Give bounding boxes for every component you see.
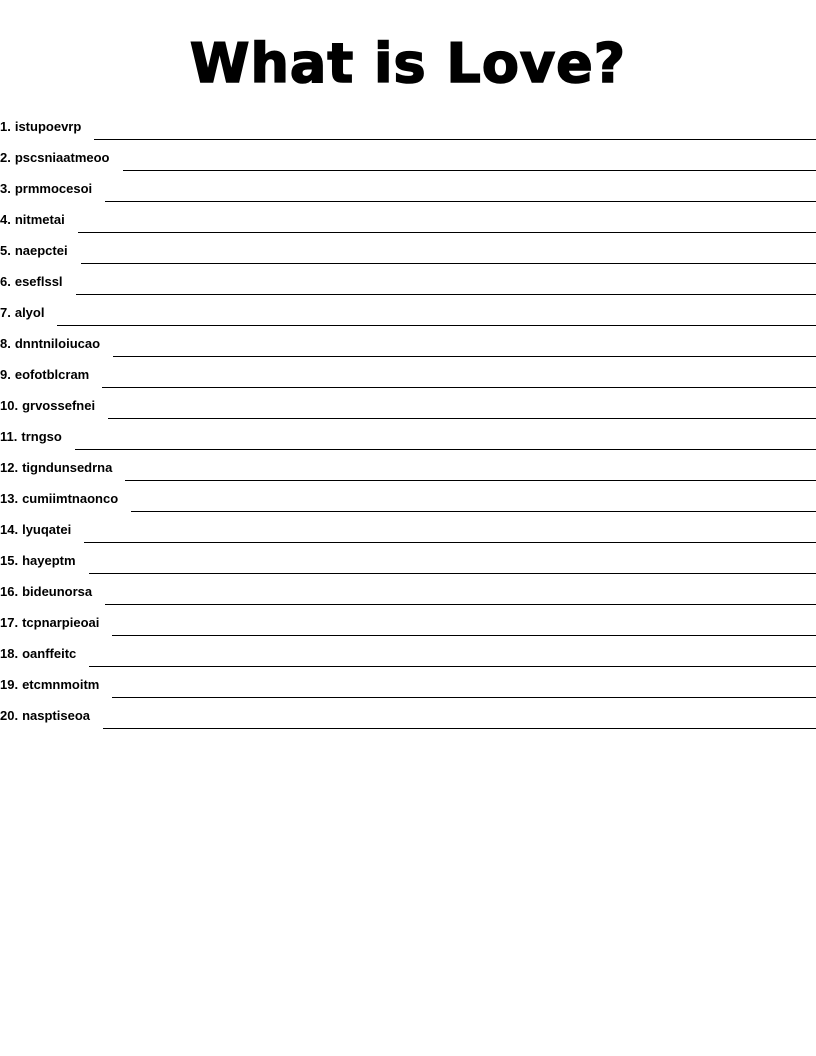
scrambled-word: pscsniaatmeoo [14, 150, 110, 165]
item-label [0, 119, 94, 141]
list-item [0, 110, 816, 141]
answer-line [112, 697, 816, 698]
answer-line [131, 511, 816, 512]
item-label [0, 367, 102, 389]
list-item [0, 668, 816, 699]
scrambled-word: tigndunsedrna [22, 460, 113, 475]
item-label [0, 181, 105, 203]
answer-line [103, 728, 816, 729]
item-label [0, 491, 131, 513]
item-number: 20. [0, 708, 19, 723]
scrambled-word: eofotblcram [14, 367, 90, 382]
scrambled-word: lyuqatei [22, 522, 72, 537]
item-label [0, 708, 103, 730]
scrambled-word: dnntniloiucao [14, 336, 101, 351]
list-item [0, 606, 816, 637]
item-number: 11. [0, 429, 18, 444]
list-item [0, 637, 816, 668]
item-label [0, 336, 113, 358]
answer-line [75, 449, 816, 450]
item-label [0, 615, 112, 637]
item-number: 16. [0, 584, 19, 599]
answer-line [89, 666, 816, 667]
item-label [0, 646, 89, 668]
list-item [0, 699, 816, 730]
item-label [0, 243, 81, 265]
item-number: 6. [0, 274, 11, 289]
scrambled-word: etcmnmoitm [22, 677, 100, 692]
answer-line [76, 294, 816, 295]
list-item [0, 575, 816, 606]
scrambled-word: oanffeitc [22, 646, 77, 661]
answer-line [94, 139, 816, 140]
scrambled-word: naepctei [14, 243, 68, 258]
answer-line [89, 573, 816, 574]
item-number: 18. [0, 646, 19, 661]
item-number: 7. [0, 305, 11, 320]
answer-line [108, 418, 816, 419]
item-number: 17. [0, 615, 19, 630]
answer-line [102, 387, 816, 388]
word-scramble-list [0, 110, 816, 730]
item-label [0, 677, 112, 699]
answer-line [84, 542, 816, 543]
item-number: 12. [0, 460, 19, 475]
scrambled-word: trngso [21, 429, 62, 444]
scrambled-word: istupoevrp [14, 119, 82, 134]
scrambled-word: eseflssl [14, 274, 63, 289]
scrambled-word: bideunorsa [22, 584, 93, 599]
item-number: 14. [0, 522, 19, 537]
list-item [0, 482, 816, 513]
answer-line [81, 263, 816, 264]
item-label [0, 305, 57, 327]
item-label [0, 429, 75, 451]
answer-line [105, 604, 816, 605]
list-item [0, 451, 816, 482]
list-item [0, 513, 816, 544]
item-number: 10. [0, 398, 19, 413]
item-number: 4. [0, 212, 11, 227]
item-number: 19. [0, 677, 19, 692]
item-number: 1. [0, 119, 11, 134]
answer-line [57, 325, 816, 326]
scrambled-word: alyol [14, 305, 45, 320]
item-label [0, 274, 76, 296]
item-label [0, 212, 78, 234]
list-item [0, 420, 816, 451]
item-label [0, 584, 105, 606]
answer-line [78, 232, 816, 233]
list-item [0, 327, 816, 358]
answer-line [113, 356, 816, 357]
answer-line [123, 170, 816, 171]
answer-line [112, 635, 816, 636]
list-item [0, 296, 816, 327]
item-label [0, 398, 108, 420]
list-item [0, 203, 816, 234]
scrambled-word: prmmocesoi [14, 181, 93, 196]
item-number: 9. [0, 367, 11, 382]
scrambled-word: grvossefnei [22, 398, 96, 413]
item-number: 13. [0, 491, 19, 506]
list-item [0, 358, 816, 389]
list-item [0, 265, 816, 296]
item-number: 2. [0, 150, 11, 165]
item-label [0, 553, 89, 575]
answer-line [125, 480, 816, 481]
list-item [0, 234, 816, 265]
item-number: 3. [0, 181, 11, 196]
list-item [0, 389, 816, 420]
item-number: 8. [0, 336, 11, 351]
item-number: 15. [0, 553, 19, 568]
item-label [0, 460, 125, 482]
item-number: 5. [0, 243, 11, 258]
list-item [0, 172, 816, 203]
scrambled-word: nasptiseoa [22, 708, 90, 723]
item-label [0, 522, 84, 544]
scrambled-word: hayeptm [22, 553, 76, 568]
answer-line [105, 201, 816, 202]
scrambled-word: cumiimtnaonco [22, 491, 119, 506]
item-label [0, 150, 123, 172]
scrambled-word: nitmetai [14, 212, 65, 227]
list-item [0, 141, 816, 172]
page-title: What is Love? [189, 32, 627, 95]
scrambled-word: tcpnarpieoai [22, 615, 100, 630]
list-item [0, 544, 816, 575]
